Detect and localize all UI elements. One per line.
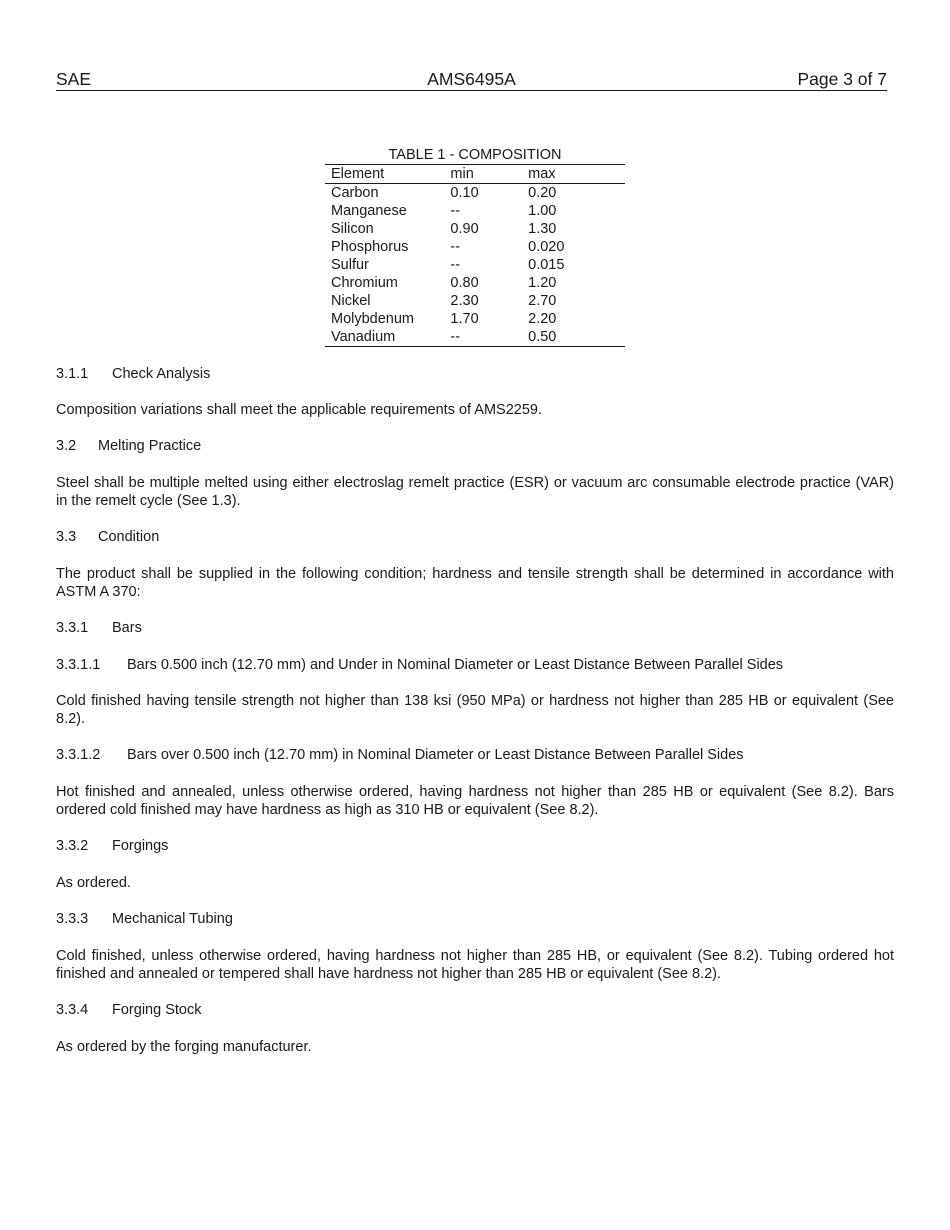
section-title: Bars [112, 620, 142, 636]
table-cell: Molybdenum [331, 311, 415, 327]
section-body-3-3: The product shall be supplied in the following condition; hardness and tensile strength shall be determined in accordance with ASTM A 370: [56, 566, 894, 600]
table-cell: Phosphorus [331, 239, 409, 255]
header-org: SAE [56, 69, 92, 89]
column-header: Element [325, 165, 444, 184]
section-body-3-3-1-1: Cold finished having tensile strength not higher than 138 ksi (950 MPa) or hardness not higher than 285 HB or equivalent (See 8.2). [56, 693, 894, 727]
section-number: 3.3.2 [56, 838, 89, 854]
section-number: 3.3 [56, 529, 77, 545]
column-header: max [522, 165, 625, 184]
table-cell: Carbon [331, 185, 379, 201]
section-number: 3.2 [56, 438, 77, 454]
table-cell: 1.00 [528, 203, 557, 219]
section-number: 3.3.1.1 [56, 657, 101, 673]
table-row [325, 274, 625, 292]
table-cell: 1.70 [450, 311, 479, 327]
table-cell: Silicon [331, 221, 374, 237]
section-number: 3.3.3 [56, 911, 89, 927]
table-cell: Sulfur [331, 257, 369, 273]
section-heading-3-3-1-2 [56, 746, 894, 764]
column-header: min [444, 165, 522, 184]
section-number: 3.3.1 [56, 620, 89, 636]
table-row [325, 256, 625, 274]
section-body-3-2: Steel shall be multiple melted using either electroslag remelt practice (ESR) or vacuum arc consumable electrode practice (VAR) in the remelt cycle (See 1.3). [56, 475, 894, 509]
table-cell: -- [450, 329, 461, 345]
composition-table [325, 164, 625, 347]
table-header-row [325, 165, 625, 184]
section-heading-3-1-1 [56, 365, 894, 383]
section-heading-3-3-1 [56, 619, 894, 637]
table-cell: 2.30 [450, 293, 479, 309]
table-title: TABLE 1 - COMPOSITION [388, 147, 562, 163]
table-row [325, 292, 625, 310]
section-title: Check Analysis [112, 366, 211, 382]
table-row [325, 310, 625, 328]
table-cell: 0.015 [528, 257, 565, 273]
section-body-3-3-2: As ordered. [56, 875, 131, 891]
table-row [325, 202, 625, 220]
table-cell: 1.30 [528, 221, 557, 237]
section-body-3-3-4: As ordered by the forging manufacturer. [56, 1039, 312, 1055]
header-doc-number: AMS6495A [427, 69, 516, 89]
section-number: 3.3.4 [56, 1002, 89, 1018]
table-cell: 0.80 [450, 275, 479, 291]
section-title: Mechanical Tubing [112, 911, 233, 927]
table-cell: -- [450, 257, 461, 273]
table-cell: 1.20 [528, 275, 557, 291]
table-cell: Vanadium [331, 329, 396, 345]
table-cell: 0.50 [528, 329, 557, 345]
section-heading-3-3-3 [56, 910, 894, 928]
section-title: Melting Practice [98, 438, 202, 454]
composition-table-block [325, 147, 625, 347]
table-cell: 0.20 [528, 185, 557, 201]
section-heading-3-2 [56, 437, 894, 455]
table-cell: Nickel [331, 293, 371, 309]
table-cell: -- [450, 203, 461, 219]
section-heading-3-3-1-1 [56, 656, 894, 674]
table-cell: 0.10 [450, 185, 479, 201]
section-title: Bars over 0.500 inch (12.70 mm) in Nominal Diameter or Least Distance Between Parallel Sides [127, 747, 744, 763]
section-number: 3.1.1 [56, 366, 89, 382]
section-title: Condition [98, 529, 160, 545]
table-cell: Manganese [331, 203, 407, 219]
section-heading-3-3-2 [56, 837, 894, 855]
table-cell: -- [450, 239, 461, 255]
section-heading-3-3-4 [56, 1001, 894, 1019]
table-row [325, 184, 625, 203]
table-row [325, 238, 625, 256]
section-body-3-1-1: Composition variations shall meet the applicable requirements of AMS2259. [56, 402, 543, 418]
section-body-3-3-1-2: Hot finished and annealed, unless otherwise ordered, having hardness not higher than 285 HB or equivalent (See 8.2). Bars ordered cold finished may have hardness as high as 310 HB or equivalent (See 8.2). [56, 784, 894, 818]
section-number: 3.3.1.2 [56, 747, 101, 763]
section-body-3-3-3: Cold finished, unless otherwise ordered, having hardness not higher than 285 HB, or equivalent (See 8.2). Tubing ordered hot finished and annealed or tempered shall have hardness not higher than 285 HB or equivalent (See 8.2). [56, 948, 894, 982]
section-title: Forging Stock [112, 1002, 202, 1018]
section-title: Forgings [112, 838, 169, 854]
table-cell: Chromium [331, 275, 398, 291]
header-page-number: Page 3 of 7 [797, 69, 887, 89]
table-cell: 0.90 [450, 221, 479, 237]
table-row [325, 328, 625, 347]
section-heading-3-3 [56, 528, 894, 546]
page-header [56, 68, 887, 91]
table-cell: 2.20 [528, 311, 557, 327]
table-row [325, 220, 625, 238]
table-cell: 2.70 [528, 293, 557, 309]
section-title: Bars 0.500 inch (12.70 mm) and Under in Nominal Diameter or Least Distance Between Parallel Sides [127, 657, 784, 673]
table-cell: 0.020 [528, 239, 565, 255]
